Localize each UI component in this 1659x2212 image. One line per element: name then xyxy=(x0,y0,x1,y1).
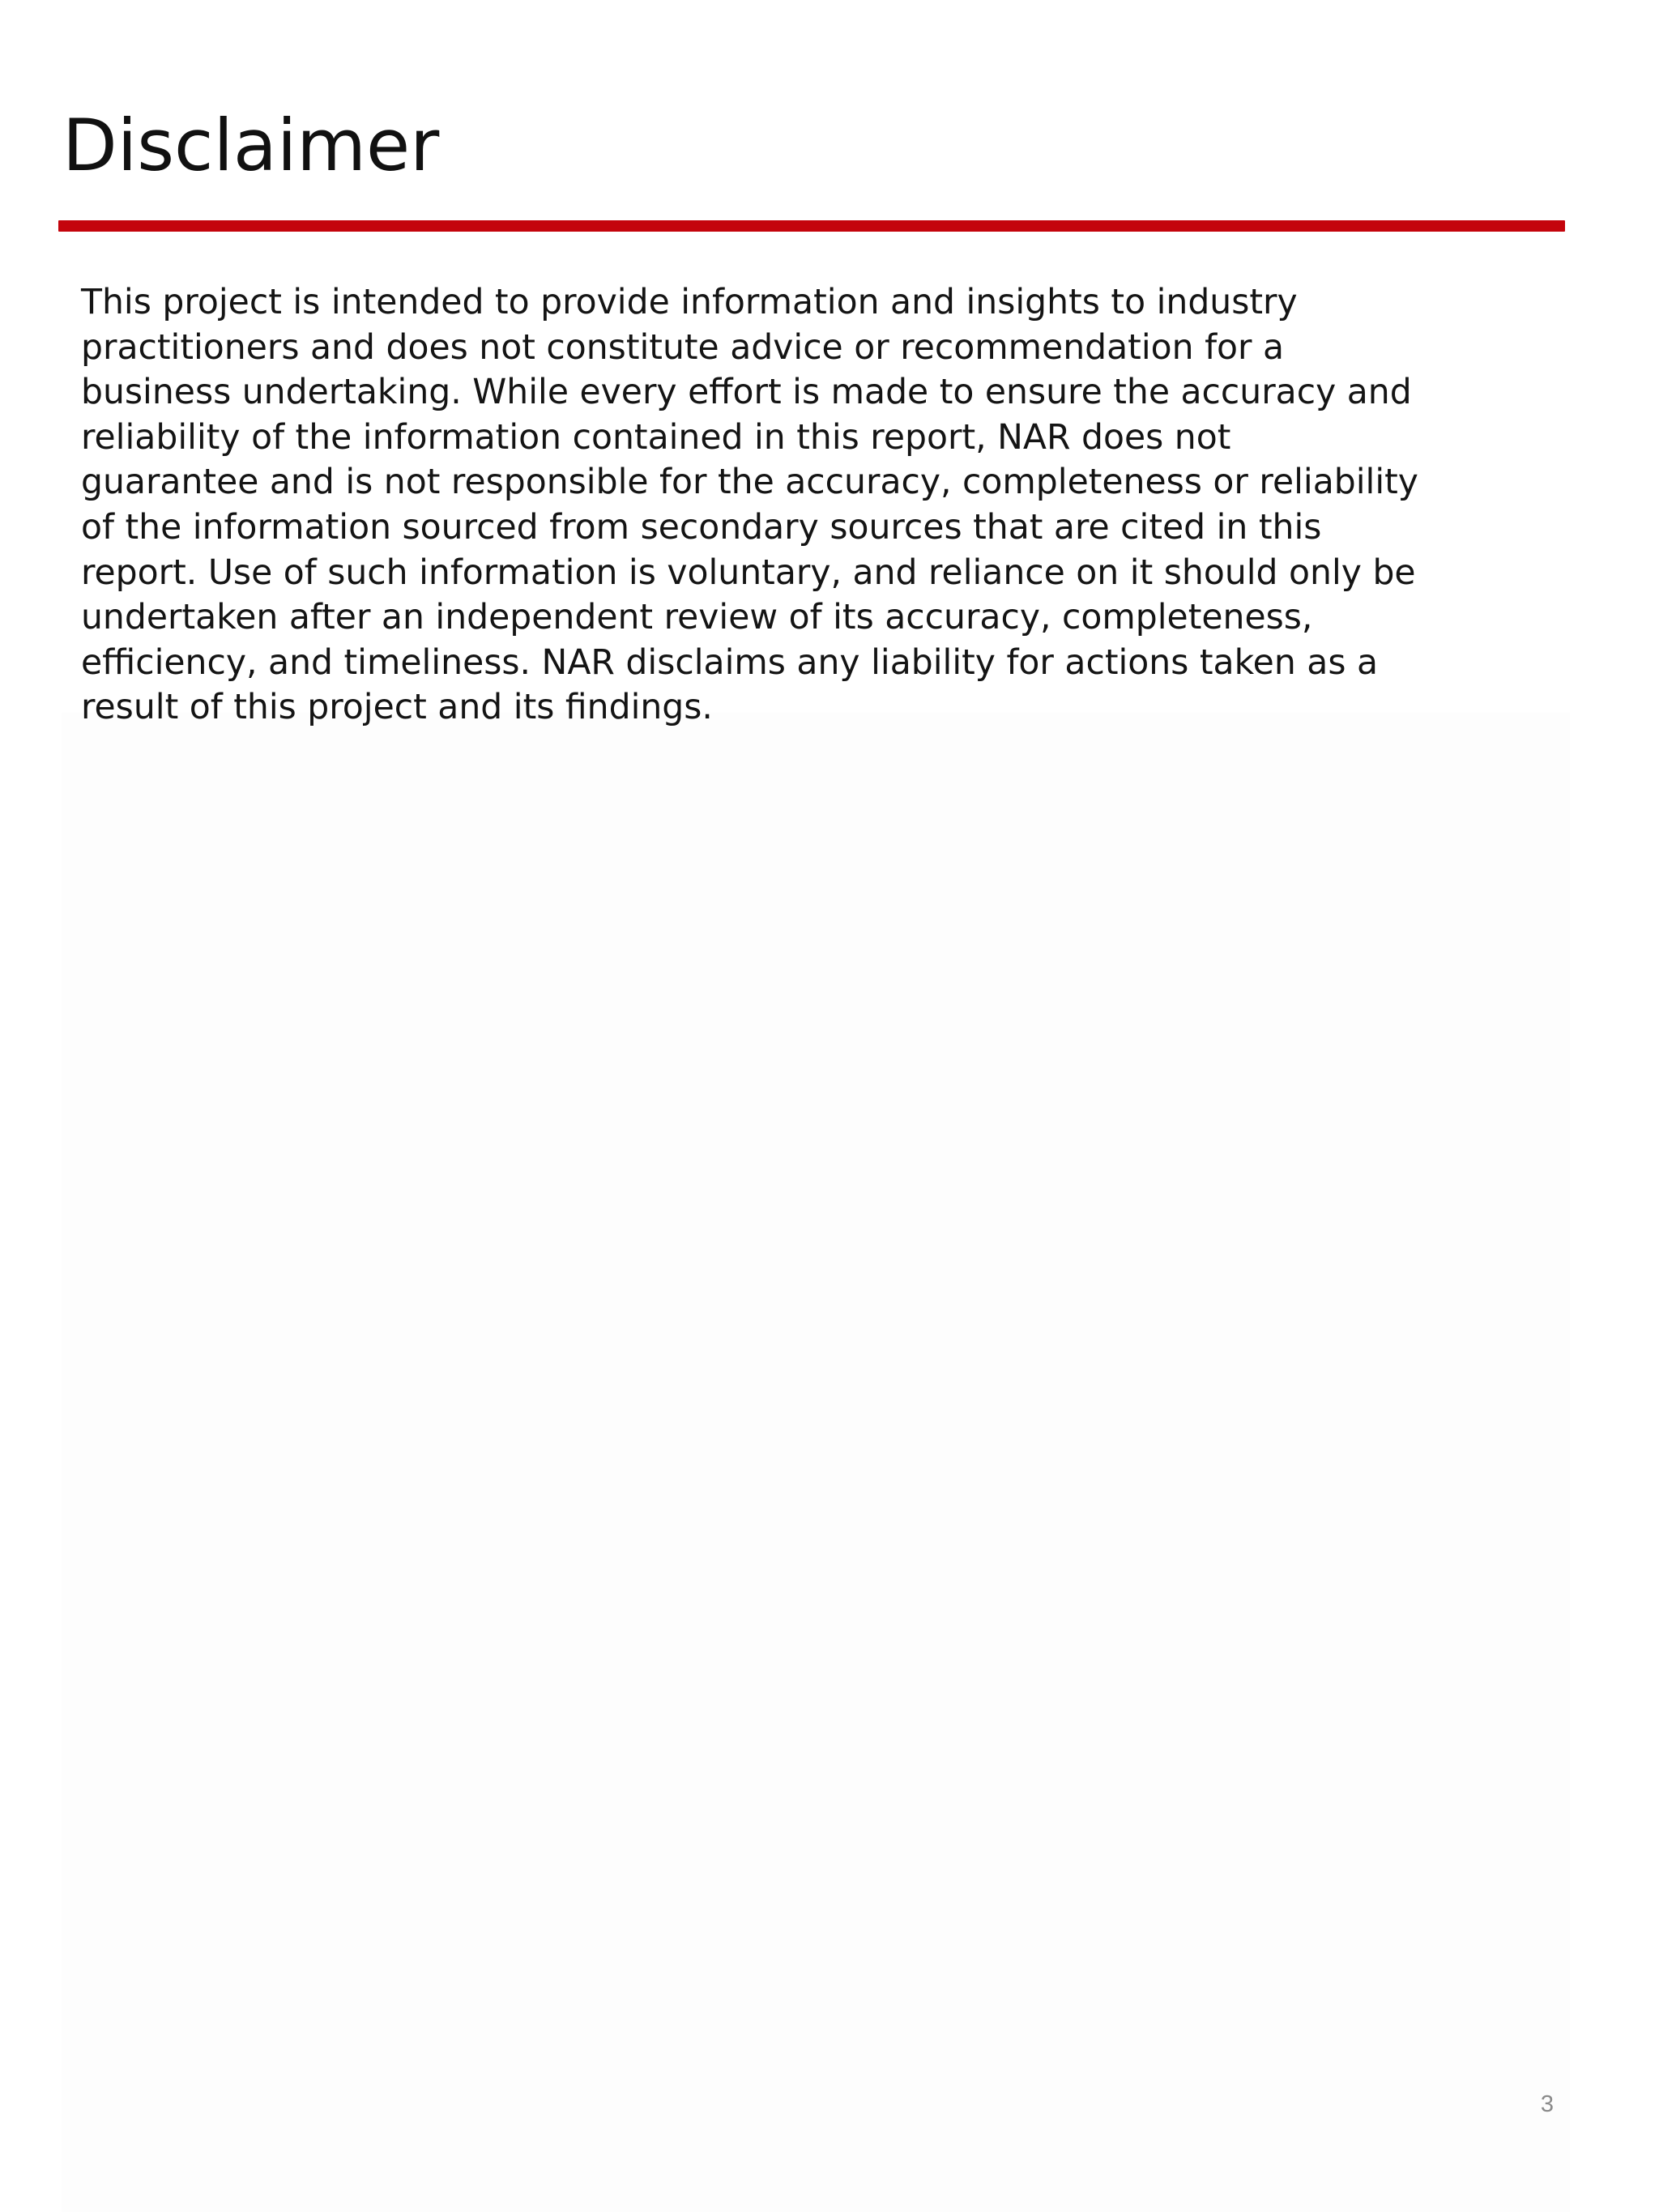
disclaimer-line: business undertaking. While every effort is made to ensure the accuracy and xyxy=(81,373,1412,413)
disclaimer-line: reliability of the information contained in this report, NAR does not xyxy=(81,417,1231,458)
title-divider xyxy=(58,220,1565,232)
disclaimer-line: report. Use of such information is voluntary, and reliance on it should only be xyxy=(81,552,1416,593)
disclaimer-line: of the information sourced from secondary sources that are cited in this xyxy=(81,507,1322,548)
disclaimer-line: practitioners and does not constitute advice or recommendation for a xyxy=(81,327,1285,368)
disclaimer-line: guarantee and is not responsible for the accuracy, completeness or reliability xyxy=(81,462,1418,503)
disclaimer-line: This project is intended to provide information and insights to industry xyxy=(81,283,1298,322)
disclaimer-paragraph xyxy=(81,280,1588,731)
page-number: 3 xyxy=(1540,2091,1555,2117)
page-title: Disclaimer xyxy=(62,104,440,187)
disclaimer-line: efficiency, and timeliness. NAR disclaims any liability for actions taken as a xyxy=(81,642,1379,683)
disclaimer-line: result of this project and its findings. xyxy=(81,688,713,728)
page-background-panel xyxy=(62,713,1570,2212)
disclaimer-line: undertaken after an independent review of its accuracy, completeness, xyxy=(81,598,1313,638)
